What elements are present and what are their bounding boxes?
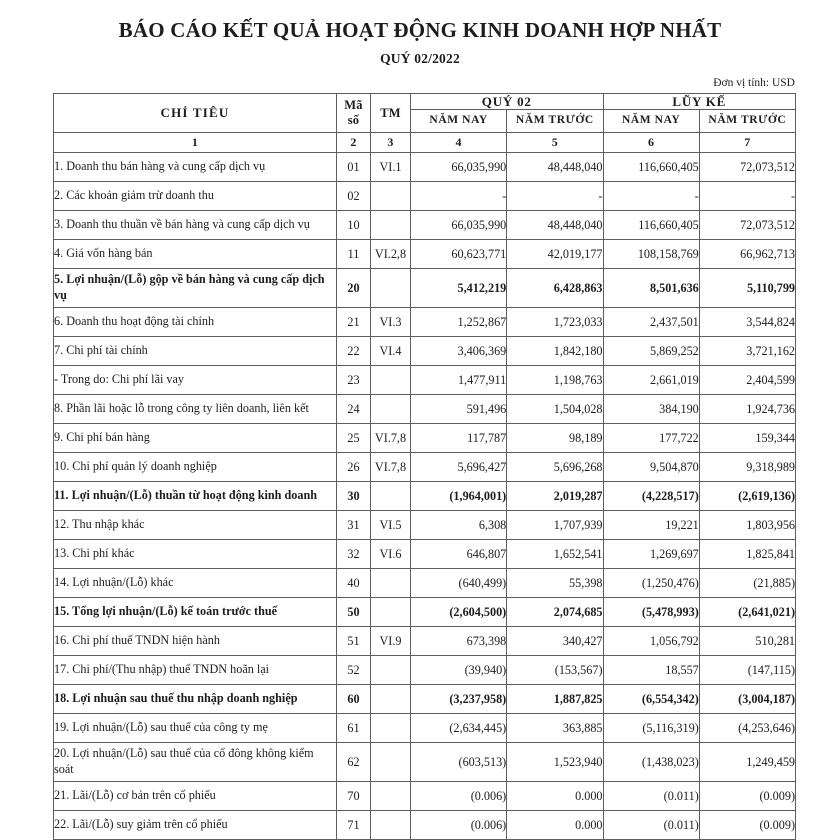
row-code: 60 [337,685,371,714]
cell-cumulative-previous-year: 3,544,824 [699,308,795,337]
row-label: 16. Chi phí thuế TNDN hiện hành [54,627,337,656]
cell-quarter-current-year: 1,477,911 [411,366,507,395]
row-code: 21 [337,308,371,337]
row-label: 21. Lãi/(Lỗ) cơ bản trên cổ phiếu [54,782,337,811]
document-page [0,18,840,836]
row-code: 62 [337,743,371,782]
row-note: VI.7,8 [371,453,411,482]
row-code: 70 [337,782,371,811]
row-label: 6. Doanh thu hoạt động tài chính [54,308,337,337]
row-note: VI.9 [371,627,411,656]
income-statement-table [53,93,796,840]
table-row [54,211,796,240]
column-number-row [54,133,796,153]
row-note: VI.7,8 [371,424,411,453]
cell-quarter-previous-year: 2,019,287 [507,482,603,511]
cell-cumulative-current-year: 108,158,769 [603,240,699,269]
cell-quarter-current-year: (0.006) [411,811,507,840]
column-number-6: 6 [603,133,699,153]
table-row [54,511,796,540]
row-label: 2. Các khoản giảm trừ doanh thu [54,182,337,211]
column-number-1: 1 [54,133,337,153]
row-label: 18. Lợi nhuận sau thuế thu nhập doanh nghiệp [54,685,337,714]
row-note: VI.5 [371,511,411,540]
cell-cumulative-current-year: (5,478,993) [603,598,699,627]
column-number-4: 4 [411,133,507,153]
cell-quarter-current-year: (0.006) [411,782,507,811]
row-label: 15. Tổng lợi nhuận/(Lỗ) kế toán trước thuế [54,598,337,627]
cell-quarter-current-year: 646,807 [411,540,507,569]
cell-quarter-previous-year: - [507,182,603,211]
row-note [371,743,411,782]
row-label: 10. Chi phí quản lý doanh nghiệp [54,453,337,482]
cell-quarter-current-year: 673,398 [411,627,507,656]
cell-cumulative-previous-year: 159,344 [699,424,795,453]
cell-quarter-previous-year: 0.000 [507,782,603,811]
table-row [54,453,796,482]
cell-quarter-current-year: (39,940) [411,656,507,685]
cell-cumulative-current-year: (1,250,476) [603,569,699,598]
cell-cumulative-previous-year: (3,004,187) [699,685,795,714]
column-number-3: 3 [371,133,411,153]
row-label: 20. Lợi nhuận/(Lỗ) sau thuế của cổ đông không kiểm soát [54,743,337,782]
cell-cumulative-previous-year: (2,619,136) [699,482,795,511]
cell-cumulative-previous-year: 3,721,162 [699,337,795,366]
cell-cumulative-previous-year: (0.009) [699,782,795,811]
cell-quarter-previous-year: 1,198,763 [507,366,603,395]
cell-quarter-current-year: 5,696,427 [411,453,507,482]
table-row [54,782,796,811]
cell-quarter-current-year: (2,604,500) [411,598,507,627]
row-code: 20 [337,269,371,308]
cell-quarter-current-year: 3,406,369 [411,337,507,366]
row-label: 12. Thu nhập khác [54,511,337,540]
row-code: 71 [337,811,371,840]
table-row [54,685,796,714]
cell-cumulative-previous-year: 72,073,512 [699,153,795,182]
cell-cumulative-previous-year: 1,924,736 [699,395,795,424]
row-code: 23 [337,366,371,395]
financial-table-container [53,93,795,840]
cell-cumulative-current-year: (0.011) [603,811,699,840]
cell-quarter-current-year: 1,252,867 [411,308,507,337]
cell-quarter-previous-year: 1,504,028 [507,395,603,424]
table-row [54,540,796,569]
cell-quarter-previous-year: 6,428,863 [507,269,603,308]
row-code: 11 [337,240,371,269]
table-row [54,482,796,511]
row-note: VI.2,8 [371,240,411,269]
cell-quarter-current-year: (2,634,445) [411,714,507,743]
cell-quarter-previous-year: 1,842,180 [507,337,603,366]
cell-cumulative-previous-year: 66,962,713 [699,240,795,269]
row-code: 26 [337,453,371,482]
row-note: VI.6 [371,540,411,569]
report-period-subtitle: QUÝ 02/2022 [380,51,460,67]
cell-quarter-previous-year: 1,652,541 [507,540,603,569]
table-row [54,269,796,308]
table-body [54,153,796,840]
cell-cumulative-previous-year: 1,249,459 [699,743,795,782]
cell-cumulative-current-year: 1,269,697 [603,540,699,569]
cell-cumulative-current-year: (6,554,342) [603,685,699,714]
cell-cumulative-current-year: 2,437,501 [603,308,699,337]
table-row [54,569,796,598]
table-row [54,366,796,395]
cell-cumulative-current-year: 9,504,870 [603,453,699,482]
row-code: 50 [337,598,371,627]
cell-quarter-previous-year: 5,696,268 [507,453,603,482]
cell-quarter-current-year: 6,308 [411,511,507,540]
table-row [54,308,796,337]
cell-quarter-current-year: 66,035,990 [411,153,507,182]
row-code: 24 [337,395,371,424]
row-note [371,182,411,211]
row-label: 9. Chi phí bán hàng [54,424,337,453]
row-note [371,395,411,424]
cell-quarter-current-year: (1,964,001) [411,482,507,511]
table-row [54,424,796,453]
cell-cumulative-previous-year: 72,073,512 [699,211,795,240]
column-header-quarter-previous-year: NĂM TRƯỚC [507,110,603,133]
row-code: 22 [337,337,371,366]
row-label: 1. Doanh thu bán hàng và cung cấp dịch vụ [54,153,337,182]
row-note [371,656,411,685]
cell-cumulative-previous-year: (0.009) [699,811,795,840]
cell-cumulative-current-year: 384,190 [603,395,699,424]
cell-cumulative-current-year: 1,056,792 [603,627,699,656]
row-code: 52 [337,656,371,685]
cell-quarter-previous-year: (153,567) [507,656,603,685]
cell-cumulative-previous-year: (4,253,646) [699,714,795,743]
cell-cumulative-previous-year: (2,641,021) [699,598,795,627]
cell-quarter-current-year: 117,787 [411,424,507,453]
column-header-indicator: CHỈ TIÊU [54,94,337,133]
row-label: 7. Chi phí tài chính [54,337,337,366]
cell-quarter-previous-year: 363,885 [507,714,603,743]
cell-quarter-current-year: 60,623,771 [411,240,507,269]
row-label: 11. Lợi nhuận/(Lỗ) thuần từ hoạt động kinh doanh [54,482,337,511]
cell-quarter-current-year: 591,496 [411,395,507,424]
row-label: 3. Doanh thu thuần về bán hàng và cung cấp dịch vụ [54,211,337,240]
cell-cumulative-previous-year: - [699,182,795,211]
column-header-quarter-current-year: NĂM NAY [411,110,507,133]
row-note: VI.1 [371,153,411,182]
cell-cumulative-current-year: 18,557 [603,656,699,685]
row-code: 02 [337,182,371,211]
currency-unit-note: Đơn vị tính: USD [713,77,795,90]
column-group-header-quarter: QUÝ 02 [411,94,604,110]
table-row [54,395,796,424]
row-code: 32 [337,540,371,569]
row-label: 8. Phần lãi hoặc lỗ trong công ty liên doanh, liên kết [54,395,337,424]
table-row [54,337,796,366]
cell-cumulative-previous-year: 1,803,956 [699,511,795,540]
cell-cumulative-current-year: (0.011) [603,782,699,811]
row-note [371,569,411,598]
cell-cumulative-current-year: - [603,182,699,211]
cell-quarter-current-year: (3,237,958) [411,685,507,714]
row-note [371,598,411,627]
cell-quarter-current-year: - [411,182,507,211]
row-label: 5. Lợi nhuận/(Lỗ) gộp về bán hàng và cung cấp dịch vụ [54,269,337,308]
table-row [54,743,796,782]
row-note [371,211,411,240]
cell-quarter-previous-year: 55,398 [507,569,603,598]
cell-cumulative-previous-year: 1,825,841 [699,540,795,569]
cell-quarter-previous-year: 1,723,033 [507,308,603,337]
row-code: 40 [337,569,371,598]
row-label: 13. Chi phí khác [54,540,337,569]
column-header-note: TM [371,94,411,133]
cell-quarter-current-year: 5,412,219 [411,269,507,308]
page-title: BÁO CÁO KẾT QUẢ HOẠT ĐỘNG KINH DOANH HỢP NHẤT [118,18,722,42]
cell-cumulative-previous-year: 510,281 [699,627,795,656]
table-row [54,240,796,269]
row-note [371,782,411,811]
table-row [54,598,796,627]
cell-quarter-previous-year: 1,887,825 [507,685,603,714]
column-number-7: 7 [699,133,795,153]
column-header-cumulative-current-year: NĂM NAY [603,110,699,133]
cell-cumulative-current-year: 177,722 [603,424,699,453]
row-code: 01 [337,153,371,182]
row-label: 14. Lợi nhuận/(Lỗ) khác [54,569,337,598]
row-note [371,811,411,840]
cell-quarter-previous-year: 2,074,685 [507,598,603,627]
row-label: - Trong do: Chi phí lãi vay [54,366,337,395]
row-note: VI.4 [371,337,411,366]
cell-cumulative-current-year: (5,116,319) [603,714,699,743]
row-code: 51 [337,627,371,656]
cell-quarter-previous-year: 48,448,040 [507,211,603,240]
row-code: 61 [337,714,371,743]
column-header-code: Mã số [337,94,371,133]
row-code: 31 [337,511,371,540]
table-row [54,182,796,211]
column-number-5: 5 [507,133,603,153]
cell-cumulative-previous-year: 5,110,799 [699,269,795,308]
cell-quarter-previous-year: 42,019,177 [507,240,603,269]
cell-quarter-previous-year: 340,427 [507,627,603,656]
row-note [371,366,411,395]
row-label: 19. Lợi nhuận/(Lỗ) sau thuế của công ty mẹ [54,714,337,743]
cell-cumulative-current-year: (1,438,023) [603,743,699,782]
cell-cumulative-previous-year: 2,404,599 [699,366,795,395]
row-note [371,269,411,308]
row-code: 30 [337,482,371,511]
table-row [54,656,796,685]
row-label: 22. Lãi/(Lỗ) suy giảm trên cổ phiếu [54,811,337,840]
row-note [371,714,411,743]
cell-cumulative-current-year: 19,221 [603,511,699,540]
row-label: 17. Chi phí/(Thu nhập) thuế TNDN hoãn lại [54,656,337,685]
cell-cumulative-previous-year: (21,885) [699,569,795,598]
cell-quarter-previous-year: 98,189 [507,424,603,453]
cell-cumulative-current-year: 116,660,405 [603,211,699,240]
cell-cumulative-current-year: 2,661,019 [603,366,699,395]
row-code: 10 [337,211,371,240]
cell-cumulative-current-year: 5,869,252 [603,337,699,366]
cell-quarter-current-year: 66,035,990 [411,211,507,240]
row-note: VI.3 [371,308,411,337]
row-note [371,482,411,511]
cell-quarter-previous-year: 1,523,940 [507,743,603,782]
cell-cumulative-previous-year: (147,115) [699,656,795,685]
table-row [54,627,796,656]
cell-quarter-previous-year: 48,448,040 [507,153,603,182]
cell-quarter-previous-year: 0.000 [507,811,603,840]
column-header-cumulative-previous-year: NĂM TRƯỚC [699,110,795,133]
table-header [54,94,796,153]
column-group-header-cumulative: LŨY KẾ [603,94,796,110]
cell-quarter-previous-year: 1,707,939 [507,511,603,540]
cell-cumulative-current-year: 116,660,405 [603,153,699,182]
row-note [371,685,411,714]
table-row [54,153,796,182]
column-number-2: 2 [337,133,371,153]
cell-quarter-current-year: (603,513) [411,743,507,782]
table-row [54,714,796,743]
cell-cumulative-current-year: 8,501,636 [603,269,699,308]
table-row [54,811,796,840]
cell-cumulative-previous-year: 9,318,989 [699,453,795,482]
row-code: 25 [337,424,371,453]
cell-cumulative-current-year: (4,228,517) [603,482,699,511]
row-label: 4. Giá vốn hàng bán [54,240,337,269]
cell-quarter-current-year: (640,499) [411,569,507,598]
